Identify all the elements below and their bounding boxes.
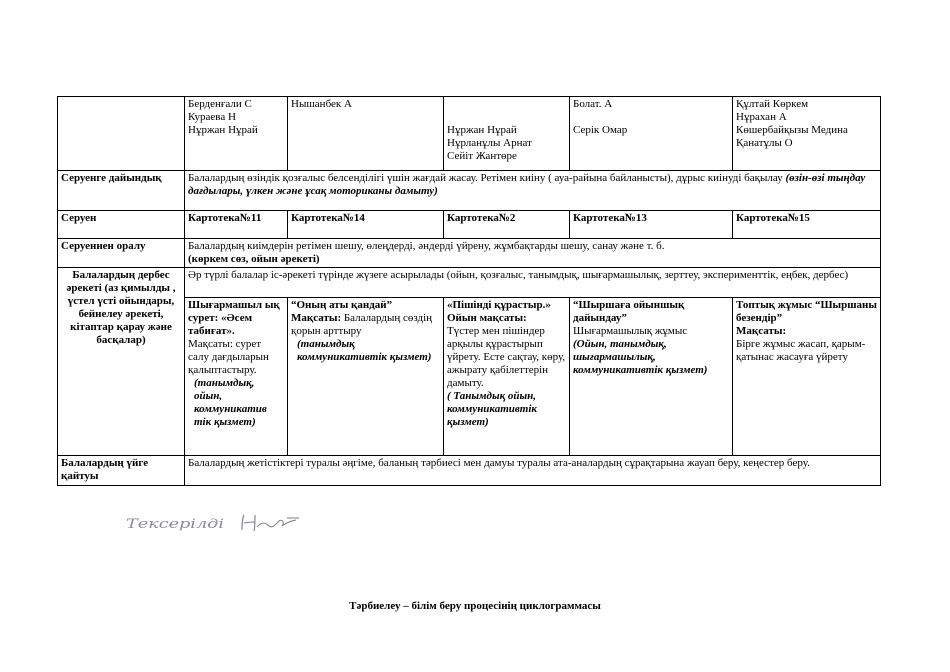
activity-3-note: ( Танымдық ойын, коммуникативтік қызмет) bbox=[447, 390, 537, 428]
names-col-3 bbox=[444, 97, 570, 171]
child-name: Құлтай Көркем bbox=[736, 98, 809, 110]
preparation-row bbox=[58, 171, 881, 211]
child-name: Берденғали С bbox=[188, 98, 252, 110]
child-name: Көшербайқызы Медина bbox=[736, 124, 848, 136]
walk-card-1: Картотека№11 bbox=[185, 211, 288, 239]
activity-4-text: Шығармашылық жұмыс bbox=[573, 325, 688, 337]
home-row bbox=[58, 456, 881, 486]
independent-label: Балалардың дербес әрекеті (аз қимылды , үстел үсті ойындары, бейнелеу әрекеті, кітаптар қарау және басқалар) bbox=[58, 268, 185, 456]
return-content bbox=[185, 239, 881, 268]
return-label: Серуеннен оралу bbox=[58, 239, 185, 268]
names-col-4 bbox=[570, 97, 733, 171]
activity-2-title: “Оның аты қандай” bbox=[291, 299, 393, 311]
document-footer: Тәрбиелеу – білім беру процесінің циклограммасы bbox=[349, 600, 601, 612]
independent-intro-row bbox=[58, 268, 881, 298]
child-name: Нұржан Нұрай bbox=[188, 124, 258, 136]
cyclogram-table bbox=[57, 96, 881, 486]
independent-intro: Әр түрлі балалар іс-әрекеті түрінде жүзеге асырылады (ойын, қозғалыс, танымдық, шығармашылық, зерттеу, эксперименттік, еңбек, дербес) bbox=[185, 268, 881, 298]
child-name: Болат. А bbox=[573, 98, 613, 110]
walk-label: Серуен bbox=[58, 211, 185, 239]
home-text: Балалардың жетістіктері туралы әңгіме, баланың тәрбиесі мен дамуы туралы ата-аналардың сұрақтарына жауап беру, кеңестер беру. bbox=[185, 456, 881, 486]
walk-card-4: Картотека№13 bbox=[570, 211, 733, 239]
child-name: Нұрахан А bbox=[736, 111, 787, 123]
child-name: Қанатұлы О bbox=[736, 137, 793, 149]
activity-5-goal-label: Мақсаты: bbox=[736, 325, 787, 337]
child-name: Сейіт Жантөре bbox=[447, 150, 517, 162]
activity-2-goal: Балалардың сөздің қорын арттыру bbox=[291, 312, 433, 337]
walk-card-2: Картотека№14 bbox=[288, 211, 444, 239]
names-row-label bbox=[58, 97, 185, 171]
home-label: Балалардың үйге қайтуы bbox=[58, 456, 185, 486]
activity-1-text: Мақсаты: сурет салу дағдыларын қалыптастыру. bbox=[188, 338, 269, 376]
return-text: Балалардың киімдерін ретімен шешу, өлеңдерді, әндерді үйрену, жұмбақтарды шешу, санау және т. б. bbox=[188, 240, 665, 252]
activity-5 bbox=[733, 298, 881, 456]
activity-1-note: (танымдық, ойын, коммуникатив тік қызмет) bbox=[194, 377, 267, 428]
names-row bbox=[58, 97, 881, 171]
walk-row bbox=[58, 211, 881, 239]
preparation-text: Балалардың өзіндік қозғалыс белсенділігі үшін жағдай жасау. Ретімен киіну ( ауа-райына байланысты), дұрыс киінуді бақылау bbox=[188, 172, 783, 184]
activity-3-text: Түстер мен пішіндер арқылы құрастырып үйрету. Есте сақтау, көру, ажырату қабілеттерін дамыту. bbox=[447, 325, 566, 389]
activity-2 bbox=[288, 298, 444, 456]
child-name: Нұржан Нұрай bbox=[447, 124, 517, 136]
activity-1-title: Шығармашыл ық сурет: «Әсем табиғат». bbox=[188, 299, 280, 337]
svg-text:Тексерілді: Тексерілді bbox=[126, 517, 224, 532]
walk-card-5: Картотека№15 bbox=[733, 211, 881, 239]
child-name: Нышанбек А bbox=[291, 98, 352, 110]
child-name: Нұрланұлы Арнат bbox=[447, 137, 532, 149]
child-name: Серік Омар bbox=[573, 124, 628, 136]
activity-3-goal-label: Ойын мақсаты: bbox=[447, 312, 527, 324]
preparation-note: (өзін-өзі тыңдау дағдылары, үлкен және ұсақ моториканы дамыту) bbox=[188, 172, 866, 197]
child-name: Кураева Н bbox=[188, 111, 236, 123]
activity-4-title: “Шыршаға ойыншық дайындау” bbox=[573, 299, 685, 324]
handwritten-signature bbox=[124, 510, 304, 536]
activity-5-text: Бірге жұмыс жасап, қарым-қатынас жасауға үйрету bbox=[736, 338, 866, 363]
preparation-label: Серуенге дайындық bbox=[58, 171, 185, 211]
return-note: (көркем сөз, ойын әрекеті) bbox=[188, 253, 320, 265]
names-col-2 bbox=[288, 97, 444, 171]
activity-4-note: (Ойын, танымдық, шығармашылық, коммуникативтік қызмет) bbox=[573, 338, 708, 376]
activity-2-note: (танымдық коммуникативтік қызмет) bbox=[297, 338, 432, 363]
activity-2-goal-label: Мақсаты: bbox=[291, 312, 342, 324]
activity-3-title: «Пішінді құрастыр.» bbox=[447, 299, 551, 311]
walk-card-3: Картотека№2 bbox=[444, 211, 570, 239]
activity-5-title: Топтық жұмыс “Шыршаны безендір” bbox=[736, 299, 877, 324]
names-col-1 bbox=[185, 97, 288, 171]
names-col-5 bbox=[733, 97, 881, 171]
return-row bbox=[58, 239, 881, 268]
activity-4 bbox=[570, 298, 733, 456]
activity-3 bbox=[444, 298, 570, 456]
preparation-content bbox=[185, 171, 881, 211]
activity-1 bbox=[185, 298, 288, 456]
